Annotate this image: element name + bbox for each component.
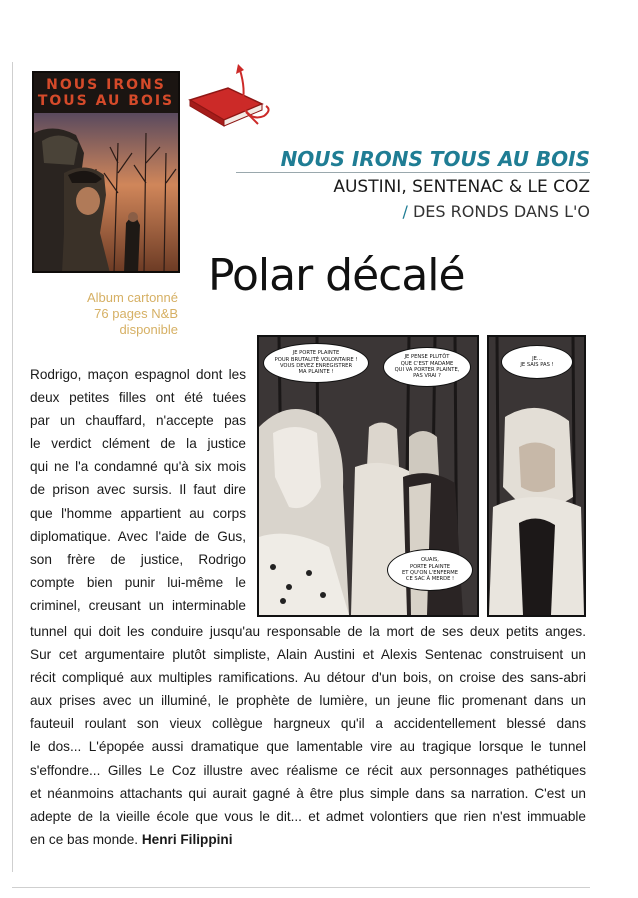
bubble-1-line-1: JE PORTE PLAINTE bbox=[292, 350, 340, 357]
last-line bbox=[30, 828, 586, 851]
column-line: deux petites filles ont été tuées bbox=[30, 390, 246, 406]
column-line: que l'homme appartient au corps bbox=[30, 505, 246, 521]
album-info-line-2: 76 pages N&B bbox=[94, 306, 178, 321]
column-line: Rodrigo, maçon espagnol dont les bbox=[30, 367, 246, 382]
wide-line: adepte de la vieille école que vous le dit... et admet volontiers que rien n'est immuable bbox=[30, 808, 586, 824]
column-line: diplomatique. Avec l'aide de Gus, bbox=[30, 528, 246, 544]
bubble-4-line-1: JE... bbox=[532, 355, 542, 362]
column-line: par un chauffard, n'accepte pas bbox=[30, 413, 246, 429]
bubble-3-line-4: CE SAC À MERDE ! bbox=[405, 576, 455, 583]
cover-title-line-2: TOUS AU BOIS bbox=[37, 93, 175, 109]
bubble-2-line-4: PAS VRAI ? bbox=[413, 373, 441, 380]
speech-bubble-1 bbox=[263, 343, 369, 383]
wide-line: récit compliqué aux multiples ramifications. Au détour d'un bois, on croise des sans-abri bbox=[30, 670, 586, 686]
wide-line: fauteuil roulant son vieux collègue hargneux qu'il a accidentellement blessé dans bbox=[30, 716, 586, 732]
cover-title-line-1: NOUS IRONS bbox=[46, 77, 166, 93]
speech-bubble-2 bbox=[383, 347, 471, 387]
title-rule bbox=[236, 172, 590, 173]
column-line: de prison avec sursis. Il faut dire bbox=[30, 482, 246, 498]
wide-line: le dos... L'épopée aussi dramatique que lamentable vire au tragique lorsque le tunnel bbox=[30, 739, 586, 755]
publisher bbox=[403, 202, 591, 221]
bubble-1-line-3: VOUS DEVEZ ENREGISTRER bbox=[279, 363, 353, 369]
authors: AUSTINI, SENTENAC & LE COZ bbox=[333, 177, 590, 197]
author-signature: Henri Filippini bbox=[141, 831, 233, 847]
bubble-2-line-1: JE PENSE PLUTÔT bbox=[404, 354, 450, 361]
wide-line: s'effondre... Gilles Le Coz illustre avec réalisme ce récit aux personnages pathétiques bbox=[30, 762, 586, 778]
publisher-slash: / bbox=[402, 202, 408, 221]
cover-illustration bbox=[34, 113, 178, 273]
comic-panel-2 bbox=[487, 335, 586, 617]
column-line: compte bien punir lui-même le bbox=[30, 574, 246, 590]
bubble-3-line-2: PORTE PLAINTE bbox=[409, 563, 451, 570]
page-border-left bbox=[12, 62, 13, 872]
column-line: le verdict clément de la justice bbox=[30, 436, 246, 452]
bubble-1-line-2: POUR BRUTALITÉ VOLONTAIRE ! bbox=[274, 356, 358, 363]
cover-title bbox=[34, 77, 178, 109]
wide-line: et néanmoins attachants qui aurait gagné à être plus simple dans sa narration. C'est un bbox=[30, 785, 586, 801]
album-cover bbox=[32, 71, 180, 273]
album-info-line-3: disponible bbox=[119, 322, 178, 337]
article-column-text bbox=[30, 363, 246, 617]
book-icon bbox=[184, 60, 276, 140]
wide-line: Sur cet argumentaire plutôt simpliste, Alain Austini et Alexis Sentenac construisent un bbox=[30, 647, 586, 663]
bubble-4-line-2: JE SAIS PAS ! bbox=[520, 362, 554, 368]
headline: Polar décalé bbox=[208, 250, 465, 301]
page-border-bottom bbox=[12, 887, 590, 888]
bubble-1-line-4: MA PLAINTE ! bbox=[298, 369, 334, 376]
article-wide-text bbox=[30, 620, 586, 851]
last-line-text: en ce bas monde. bbox=[30, 831, 139, 847]
series-title: NOUS IRONS TOUS AU BOIS bbox=[280, 147, 590, 171]
wide-line: tunnel qui doit les conduire jusqu'au responsable de la mort de ses deux petits anges. bbox=[30, 624, 586, 639]
column-line: son frère de justice, Rodrigo bbox=[30, 551, 246, 567]
bubble-3-line-1: OUAIS, bbox=[421, 557, 439, 564]
column-line: criminel, creusant un interminable bbox=[30, 597, 246, 613]
comic-panel-1 bbox=[257, 335, 479, 617]
bubble-2-line-2: QUE C'EST MADAME bbox=[400, 360, 454, 367]
speech-bubble-4 bbox=[501, 345, 573, 379]
album-info bbox=[38, 290, 178, 338]
speech-bubble-3 bbox=[387, 549, 473, 591]
bubble-2-line-3: QUI VA PORTER PLAINTE, bbox=[394, 367, 460, 373]
publisher-name: DES RONDS DANS L'O bbox=[412, 202, 590, 221]
column-line: qui ne l'a condamné qu'à six mois bbox=[30, 459, 246, 475]
bubble-3-line-3: ET QU'ON L'ENFERME bbox=[401, 570, 459, 576]
wide-line: aux prises avec un illuminé, le prophète de lumière, un jeune flic promenant dans un bbox=[30, 693, 586, 709]
album-info-line-1: Album cartonné bbox=[86, 290, 178, 305]
